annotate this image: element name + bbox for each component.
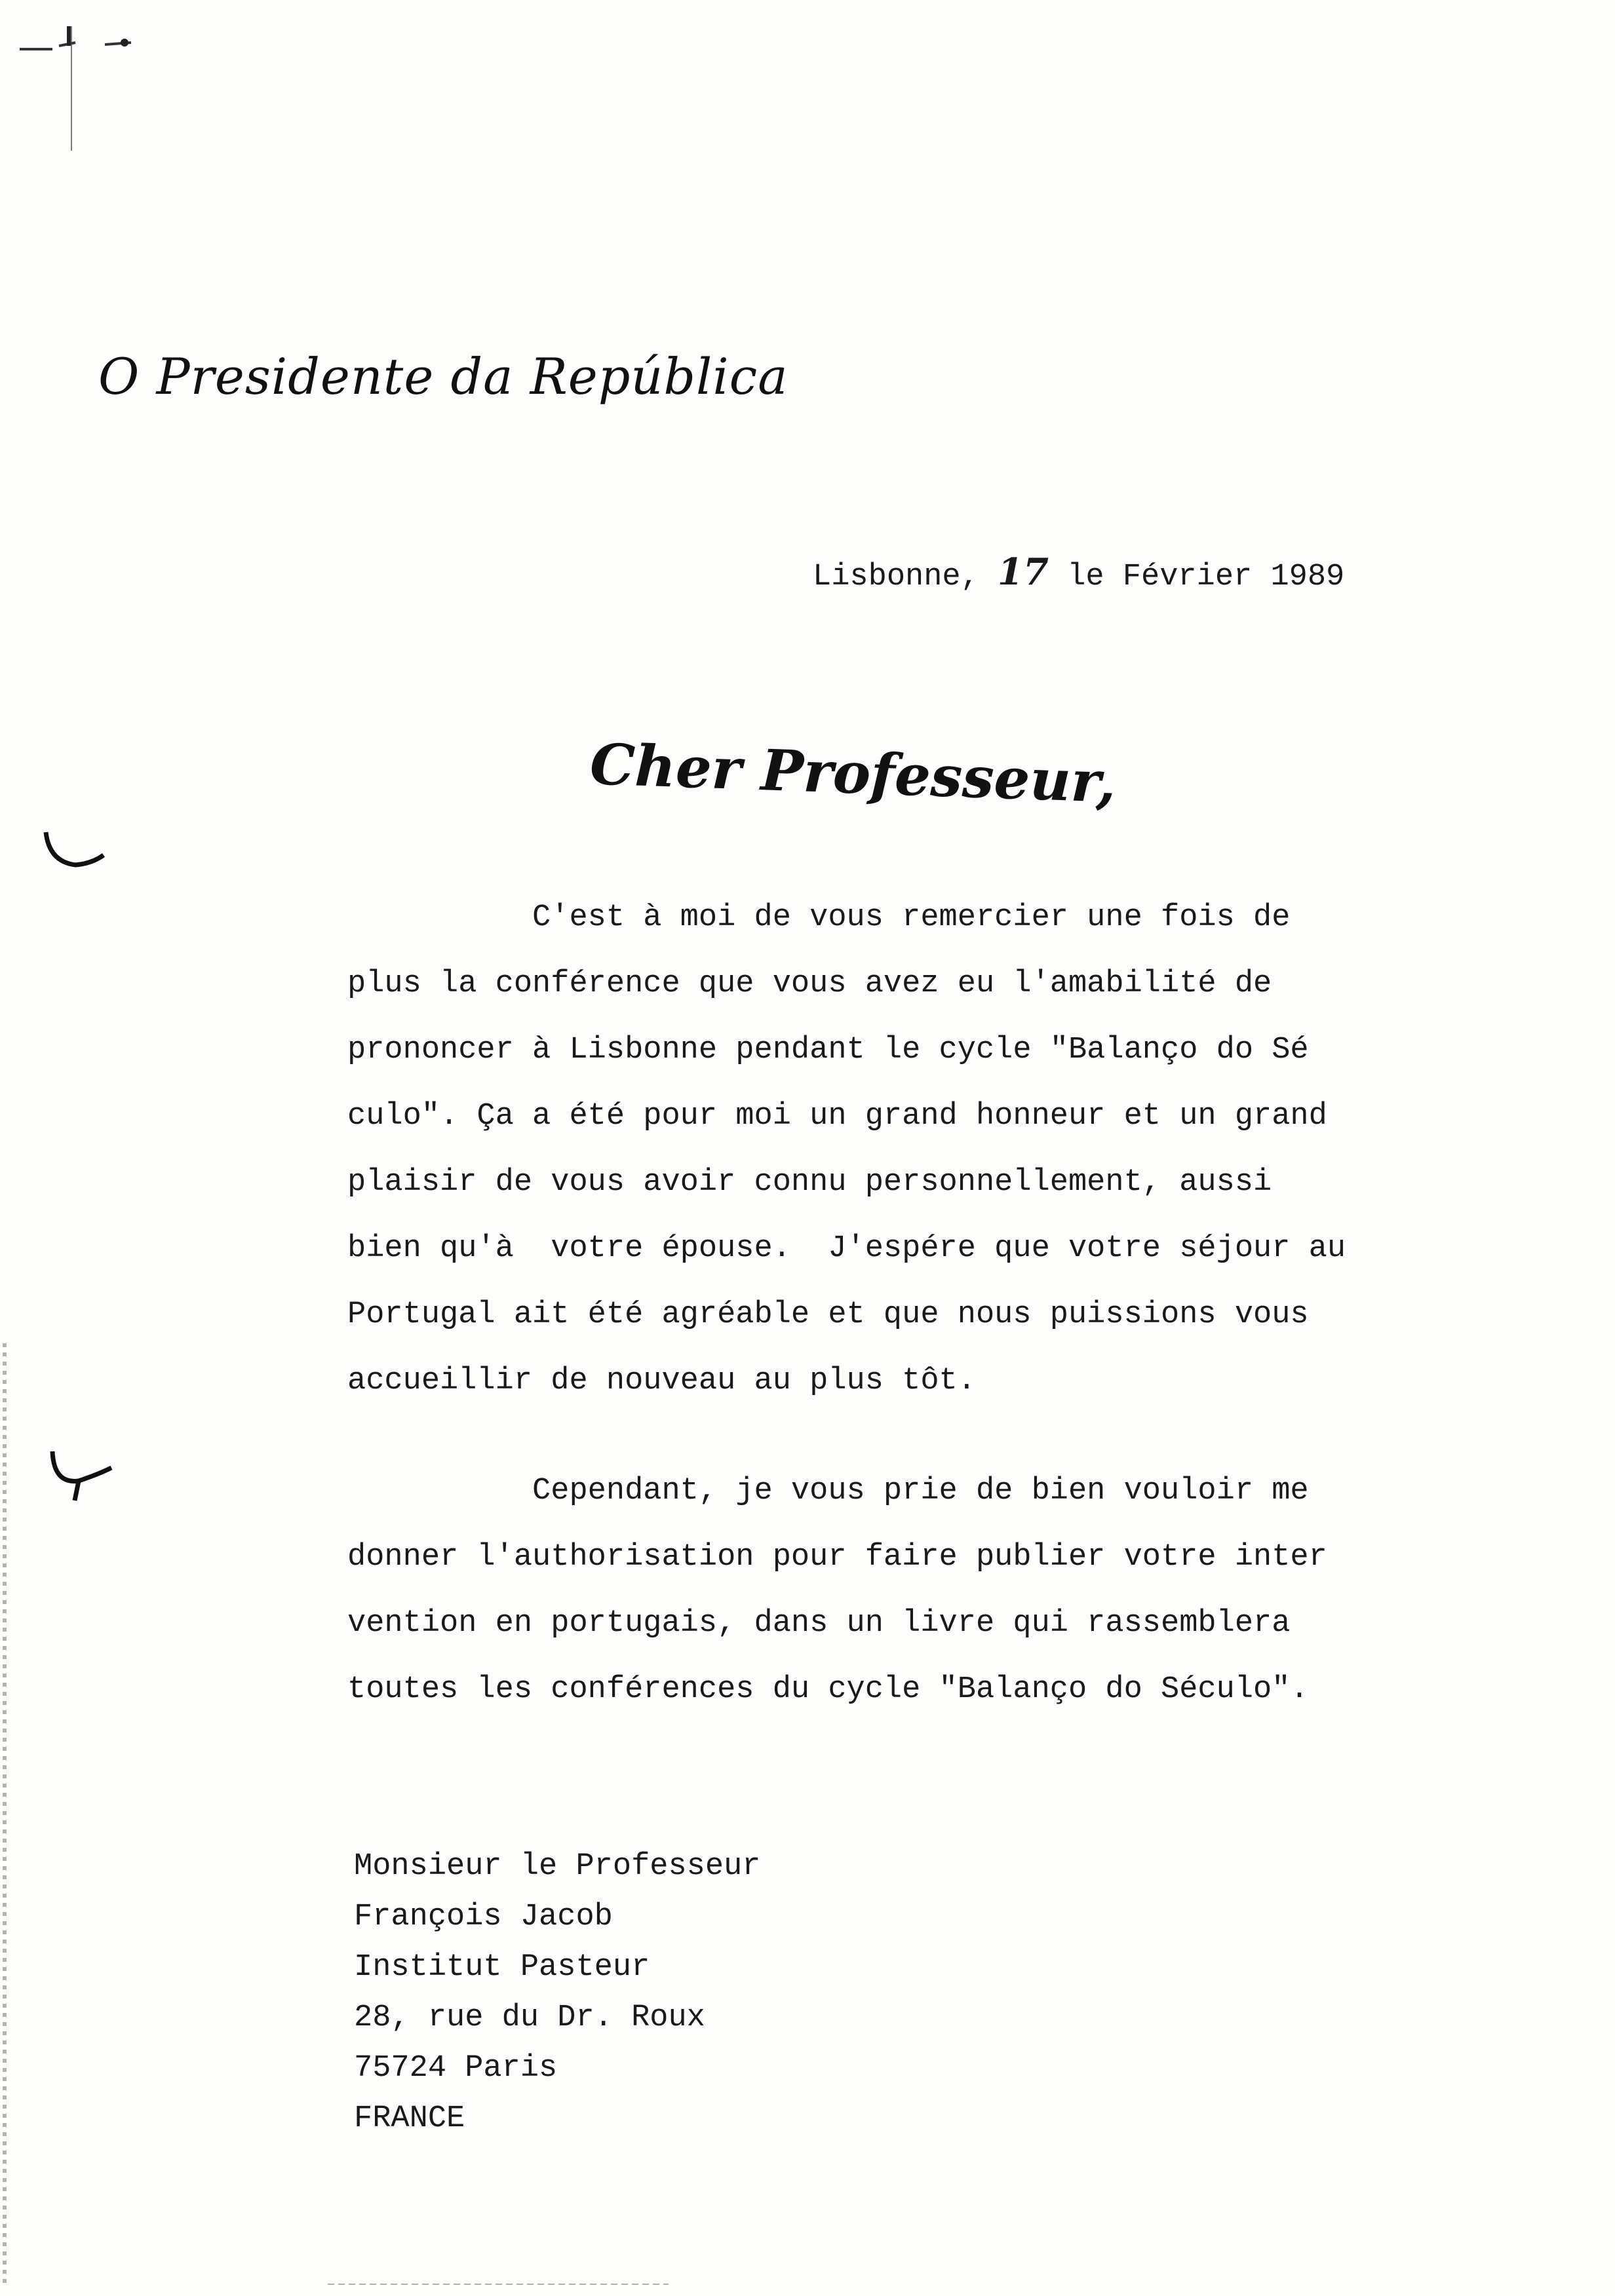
- scan-bottom-line: [328, 2284, 669, 2285]
- paragraph-line: bien qu'à votre épouse. J'espére que votre séjour au: [347, 1231, 1346, 1266]
- paragraph-line: vention en portugais, dans un livre qui rassemblera: [347, 1606, 1291, 1641]
- address-line: Institut Pasteur: [354, 1950, 650, 1985]
- paragraph-line: prononcer à Lisbonne pendant le cycle "Balanço do Sé: [347, 1033, 1309, 1067]
- paragraph-line: toutes les conférences du cycle "Balanço do Século".: [347, 1672, 1309, 1707]
- scan-edge: [3, 1343, 7, 2287]
- paragraph-line: culo". Ça a été pour moi un grand honneur et un grand: [347, 1099, 1327, 1134]
- paragraph-1: [347, 885, 1422, 1414]
- paragraph-line: Cependant, je vous prie de bien vouloir me: [347, 1474, 1309, 1508]
- address-line: 75724 Paris: [354, 2051, 558, 2086]
- paragraph-line: C'est à moi de vous remercier une fois de: [347, 900, 1291, 935]
- punch-mark-upper: [39, 826, 111, 871]
- address-line: François Jacob: [354, 1900, 613, 1934]
- date-line: [813, 550, 1344, 594]
- address-line: Monsieur le Professeur: [354, 1849, 761, 1884]
- letterhead: O Presidente da República: [98, 347, 788, 406]
- date-day-handwritten: 17: [998, 550, 1049, 594]
- date-suffix: le Février 1989: [1048, 560, 1345, 594]
- paragraph-line: donner l'authorisation pour faire publier votre inter: [347, 1540, 1327, 1575]
- paragraph-line: Portugal ait été agréable et que nous puissions vous: [347, 1297, 1309, 1332]
- date-prefix: Lisbonne,: [813, 560, 998, 594]
- recipient-address: [354, 1841, 761, 2144]
- paragraph-line: plaisir de vous avoir connu personnellement, aussi: [347, 1165, 1272, 1200]
- address-line: FRANCE: [354, 2101, 465, 2136]
- paragraph-line: accueillir de nouveau au plus tôt.: [347, 1364, 976, 1398]
- paragraph-2: [347, 1458, 1422, 1723]
- scan-mark-top: [13, 13, 144, 59]
- salutation-handwritten: Cher Professeur,: [589, 731, 1118, 816]
- address-line: 28, rue du Dr. Roux: [354, 2000, 705, 2035]
- punch-mark-lower: [46, 1448, 118, 1507]
- paragraph-line: plus la conférence que vous avez eu l'amabilité de: [347, 966, 1272, 1001]
- fold-line: [71, 26, 72, 151]
